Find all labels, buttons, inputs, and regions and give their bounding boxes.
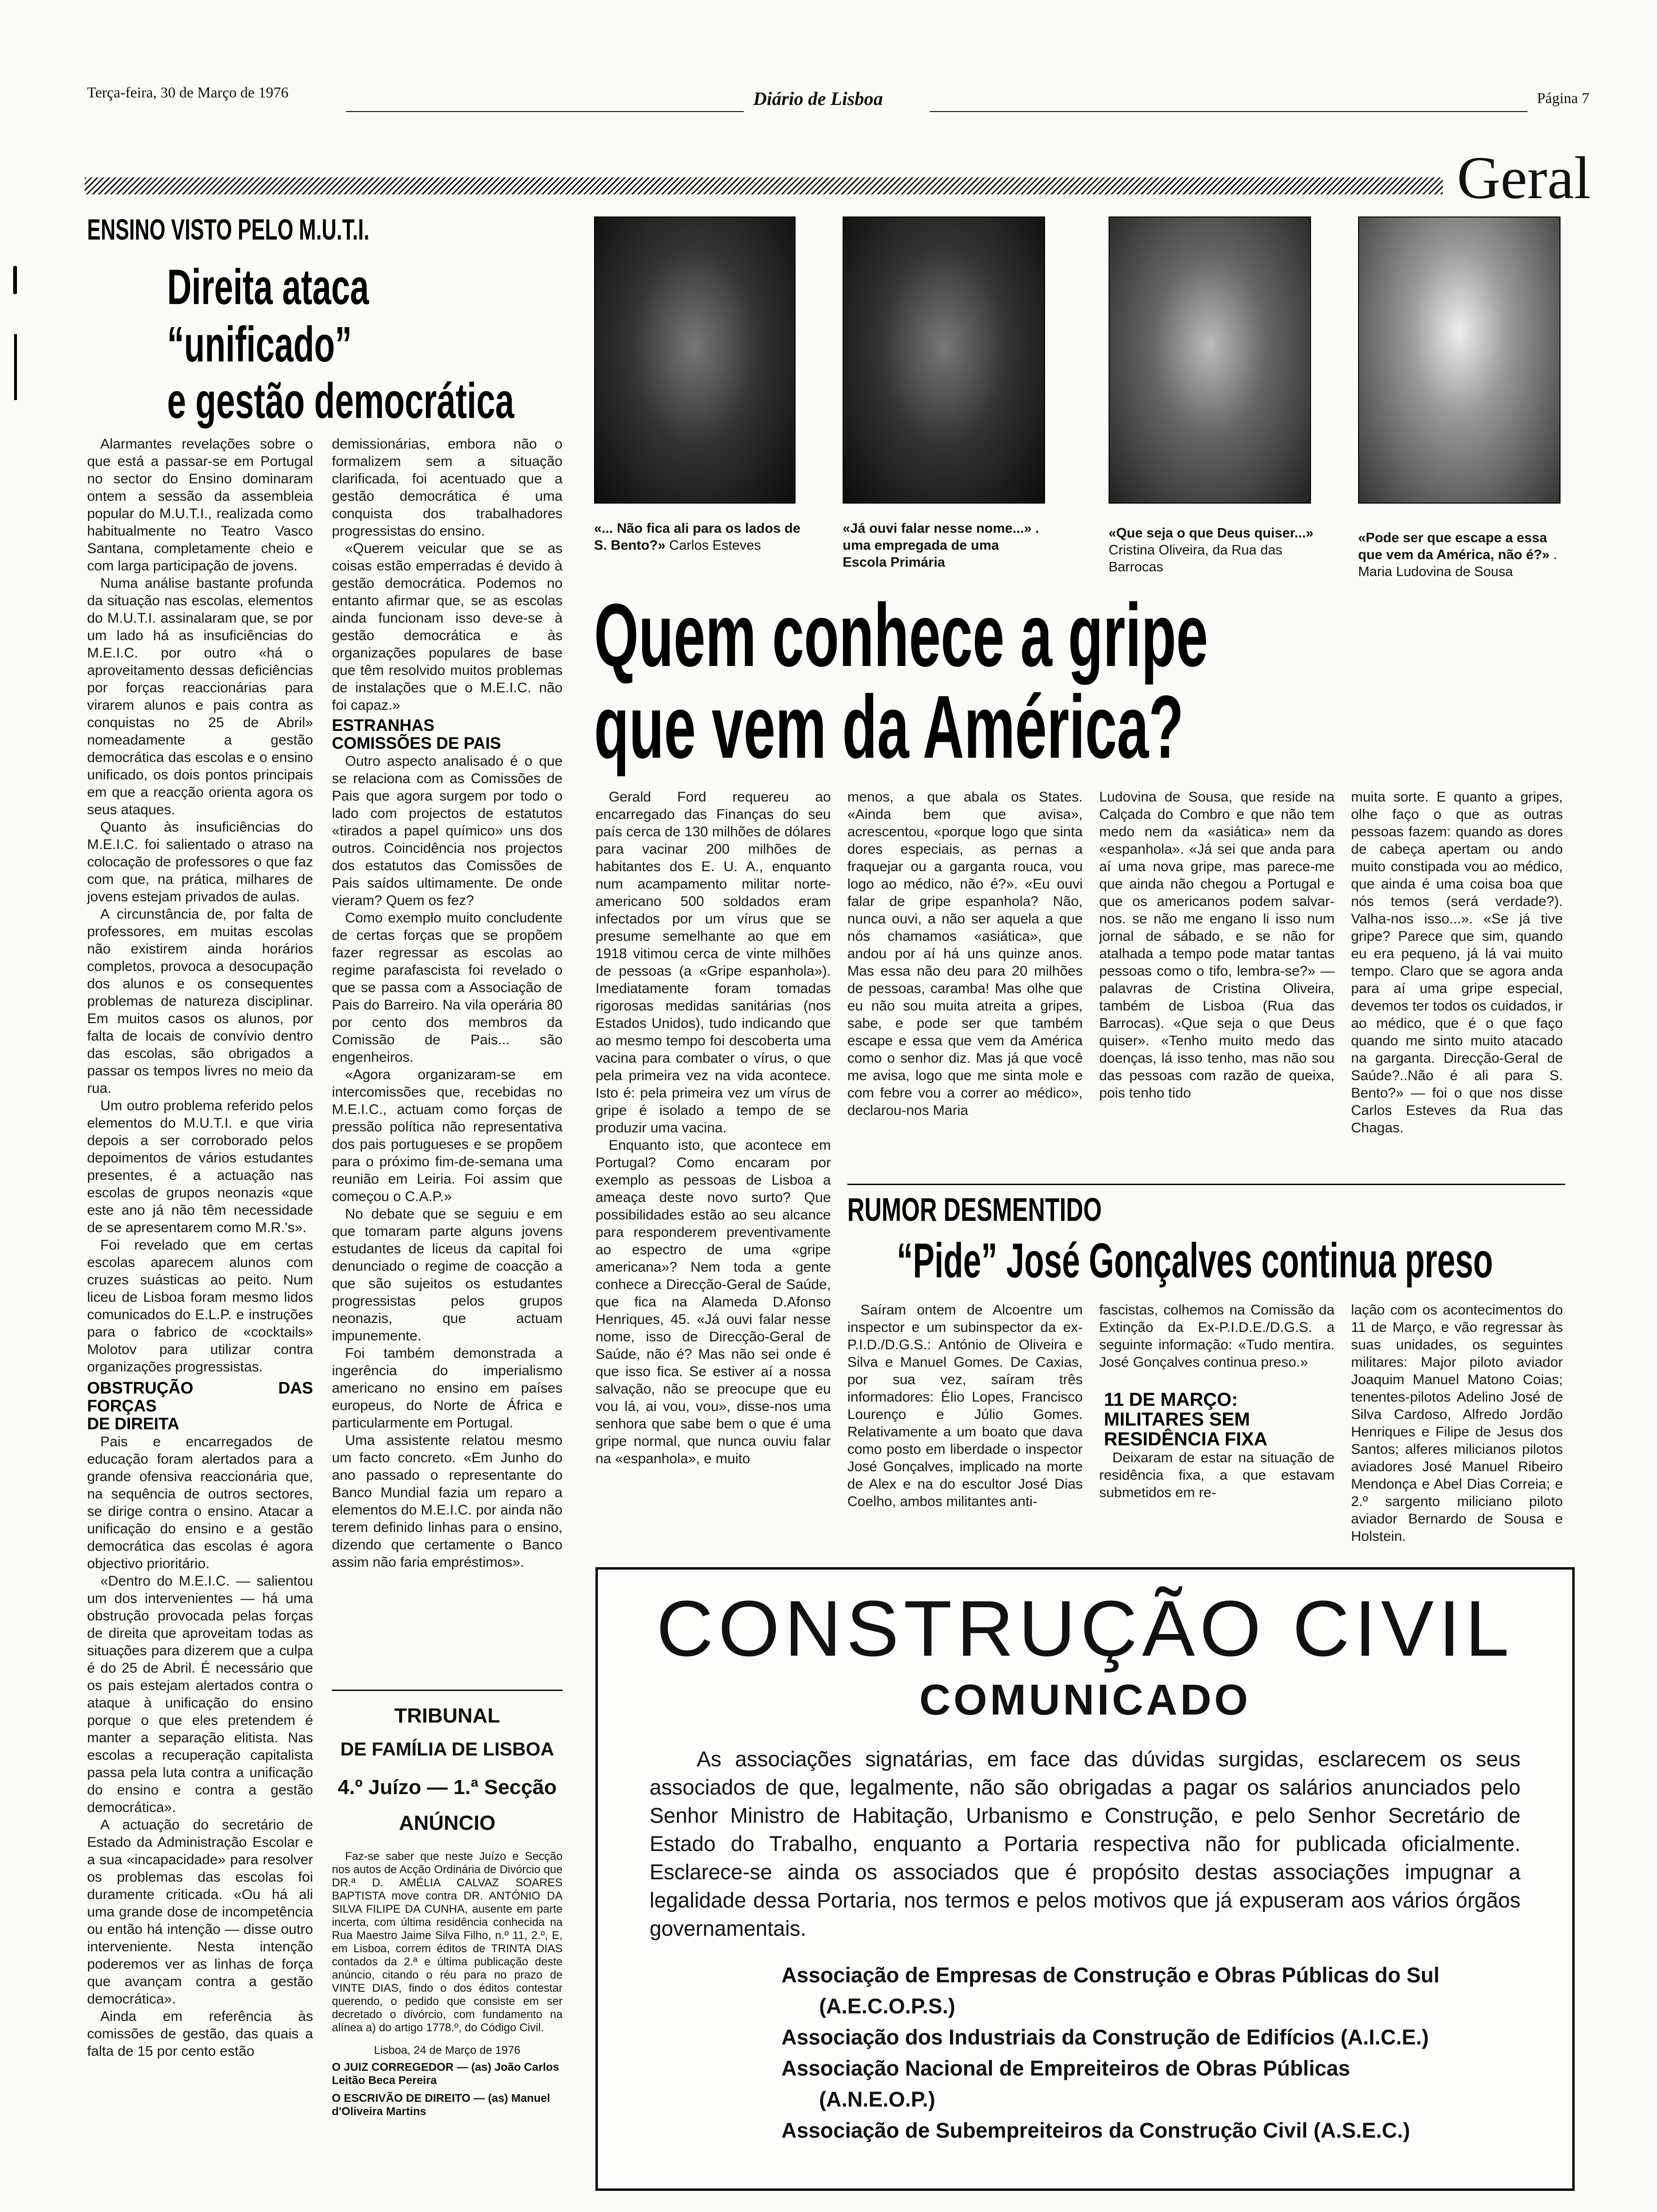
- subhead-word: DAS: [278, 1379, 313, 1397]
- section-hatch-band: [85, 177, 1443, 194]
- tribunal-top-rule: [332, 1690, 563, 1691]
- rumor-col-2: [1099, 1301, 1335, 1560]
- margin-mark: [14, 334, 17, 400]
- signature: Associação Nacional de Empreiteiros de Obras Públicas: [781, 2056, 1350, 2080]
- ensino-kicker: ENSINO VISTO PELO M.U.T.I.: [87, 214, 370, 246]
- ad-subtitle: COMUNICADO: [919, 1676, 1251, 1724]
- subhead-comissoes: [332, 717, 563, 753]
- rumor-top-rule: [847, 1184, 1565, 1185]
- signature: (A.N.E.O.P.): [819, 2087, 935, 2111]
- subhead-line: COMISSÕES DE PAIS: [332, 734, 501, 753]
- signature: Associação de Subempreiteiros da Construção Civil (A.S.E.C.): [781, 2118, 1410, 2142]
- masthead: Diário de Lisboa: [753, 88, 883, 109]
- paragraph: Saíram ontem de Alcoentre um inspector e um subinspector da ex-P.I.D./D.G.S.: António de Oliveira e Silva e Manuel Gomes. De Caxias, por sua vez, saíram três informadores: Élio Lopes, Francisco Lourenço e Júlio Gomes. Relativamente a um boato que dava como posto em liberdade o inspector José Gonçalves, implicado na morte de Alex e na do escultor José Dias Coelho, ambos militantes anti-: [847, 1302, 1083, 1509]
- paragraph: A circunstância de, por falta de professores, em muitas escolas não existirem ainda horários completos, provoca a desocupação dos alunos e os consequentes problemas de natureza disciplinar. Em muitos casos os alunos, por falta de locais de convívio dentro das escolas, são obrigados a passar os tempos livres no meio da rua.: [87, 906, 313, 1096]
- paragraph: Alarmantes revelações sobre o que está a passar-se em Portugal no sector do Ensino dominaram ontem a sessão da assembleia popular do M.U.T.I., realizada como habitualmente no Teatro Vasco Santana, completamente cheio e com larga participação de jovens.: [87, 436, 313, 574]
- margin-mark: [13, 266, 17, 294]
- paragraph: Uma assistente relatou mesmo um facto concreto. «Em Junho do ano passado o representante do Banco Mundial fazia um reparo a elementos do M.E.I.C. por ainda não terem definido linhas para o ensino, dizendo que certamente o Banco assim não faria empréstimos».: [332, 1433, 563, 1570]
- caption-name: Cristina Oliveira, da Rua das Barrocas: [1109, 543, 1283, 575]
- paragraph: Deixaram de estar na situação de residência fixa, a que estavam submetidos em re-: [1099, 1450, 1335, 1500]
- paragraph: No debate que se seguiu e em que tomaram parte alguns jovens estudantes de liceus da capital foi denunciado o regime de coacção a que são sujeitos os estudantes progressistas pelos grupos neonazis, que actuam impunemente.: [332, 1206, 563, 1344]
- rumor-col-1: [847, 1301, 1083, 1560]
- paragraph: A actuação do secretário de Estado da Administração Escolar e a sua «incapacidade» para resolver os problemas das escolas foi duramente criticada. «Ou há ali uma grande dose de incompetência ou então há intenção — disse outro interveniente. Nesta intenção poderemos ver as linhas de força que avançam contra a gestão democrática».: [87, 1817, 313, 2007]
- tribunal-judge: O JUIZ CORREGEDOR — (as) João Carlos Leitão Beca Pereira: [332, 2061, 559, 2087]
- paragraph: lação com os acontecimentos do 11 de Março, e vão regressar às suas unidades, os seguintes militares: Major piloto aviador Joaquim Manuel Matono Coias; tenentes-pilotos Adelino José de Silva Cardoso, Alfredo Jordão Henriques e Filipe de Jesus dos Santos; alferes milicianos pilotos aviadores José Manuel Ribeiro Mendonça e Abel Dias Correia; e 2.º sargento miliciano piloto aviador Bernardo de Sousa e Holstein.: [1351, 1302, 1563, 1544]
- photo-caption-4: [1358, 529, 1565, 580]
- subhead-militares: 11 DE MARÇO: MILITARES SEM RESIDÊNCIA FIXA: [1104, 1389, 1268, 1450]
- caption-name: Carlos Esteves: [669, 538, 761, 553]
- tribunal-box: [332, 1701, 563, 2196]
- subhead-word: OBSTRUÇÃO: [87, 1379, 193, 1397]
- subhead-line: ESTRANHAS: [332, 716, 434, 735]
- ad-body: As associações signatárias, em face das dúvidas surgidas, esclarecem os seus associados de que, legalmente, não são obrigadas a pagar os salários anunciados pelo Senhor Ministro de Habitação, Urbanismo e Construção, e pelo Senhor Secretário de Estado do Trabalho, enquanto a Portaria respectiva não for publicada oficialmente. Esclarece-se ainda os associados que é propósito destas associações impugnar a legalidade dessa Portaria, nos termos e pelos motivos que já expuseram aos vários órgãos governamentais.: [650, 1747, 1520, 1940]
- paragraph: «Querem veicular que se as coisas estão emperradas é devido à gestão democrática. Podemos no entanto afirmar que, se as escolas ainda funcionam isso deve-se à gestão democrática e às organizações populares de base que têm resolvido muitos problemas de instalações que o M.E.I.C. não foi capaz.»: [332, 541, 563, 713]
- paragraph: Como exemplo muito concludente de certas forças que se propõem fazer regressar as escolas ao regime parafascista foi revelado o que se passa com a Associação de Pais do Barreiro. Na vila operária 80 por cento dos membros da Comissão de Pais... são engenheiros.: [332, 910, 563, 1065]
- signature: Associação dos Industriais da Construção de Edifícios (A.I.C.E.): [781, 2025, 1429, 2049]
- ad-signatures: [781, 1960, 1544, 2146]
- photo-caption-3: [1109, 525, 1316, 576]
- gripe-headline-1: Quem conhece a gripe: [594, 585, 1208, 685]
- paragraph: Ainda em referência às comissões de gestão, das quais a falta de 15 por cento estão: [87, 2009, 313, 2059]
- signature: (A.E.C.O.P.S.): [819, 1994, 956, 2018]
- paragraph: menos, a que abala os States. «Ainda bem que avisa», acrescentou, «porque logo que sinta dores especiais, as pernas a fraquejar ou a garganta rouca, vou logo ao médico, não é?». «Eu ouvi falar de gripe espanhola? Não, nunca ouvi, a não ser aquela a que nós chamamos «asiática», que andou por aí há uns quinze anos. Mas essa não deu para 20 milhões de pessoas, caramba! Mas olhe que eu não sou muita atreita a gripes, sabe, e pode ser que também escape e essa que vem da América como o senhor diz. Mas já que você me avisa, logo que me sinta mole e com febre vou a correr ao médico», declarou-nos Maria: [847, 789, 1083, 1118]
- photo-maria-ludovina: [1358, 216, 1560, 504]
- rumor-col-3: [1351, 1301, 1563, 1560]
- ensino-col-2: [332, 435, 563, 1678]
- gripe-col-3: [1099, 788, 1335, 1174]
- paragraph: Outro aspecto analisado é o que se relaciona com as Comissões de Pais que agora surgem por todo o lado com projectos de estatutos «tirados a papel químico» uns dos outros. Coincidência nos projectos dos estatutos das Comissões de Pais saídos ultimamente. De onde vieram? Quem os fez?: [332, 753, 563, 908]
- subhead-line: FORÇAS: [87, 1397, 157, 1415]
- photo-empregada-escola: [843, 216, 1045, 504]
- paragraph: fascistas, colhemos na Comissão da Extinção da Ex-P.I.D.E./D.G.S. a seguinte informação: «Tudo mentira. José Gonçalves continua preso.»: [1099, 1302, 1335, 1370]
- gripe-headline-2: que vem da América?: [594, 677, 1184, 777]
- paragraph: Enquanto isto, que acontece em Portugal? Como encaram por exemplo as pessoas de Lisboa a ameaça deste novo surto? Que possibilidades estão ao seu alcance para responderem preventivamente ao espectro de uma «gripe americana»? Nem toda a gente conhece a Direcção-Geral de Saúde, que fica na Alameda D.Afonso Henriques, 45. «Já ouvi falar nesse nome, isso de Direcção-Geral de Saúde, não é? Mas não sei onde é que isso fica. Se estiver aí a nossa salvação, não se preocupe que eu vou lá, ai vou, vou», disse-nos uma senhora que sabe bem o que é uma gripe normal, que nunca ouviu falar na «espanhola», e muito: [595, 1138, 831, 1467]
- caption-name: . Maria Ludovina de Sousa: [1358, 547, 1557, 579]
- header-date: Terça-feira, 30 de Março de 1976: [87, 84, 289, 101]
- caption-quote: «Que seja o que Deus quiser...»: [1109, 526, 1314, 541]
- paragraph: Foi revelado que em certas escolas aparecem alunos com cruzes suásticas ao peito. Num liceu de Lisboa foram mesmo lidos comunicados do E.L.P. e instruções para o fabrico de «cocktails» Molotov para utilizar contra organizações progressistas.: [87, 1237, 313, 1375]
- ensino-col-1: [87, 435, 313, 2191]
- ensino-headline-1: Direita ataca: [167, 259, 369, 315]
- tribunal-title-1: TRIBUNAL: [394, 1704, 500, 1727]
- caption-quote: «Já ouvi falar nesse nome...»: [843, 521, 1032, 536]
- tribunal-title-3: 4.º Juízo — 1.ª Secção: [338, 1776, 557, 1799]
- paragraph: Ludovina de Sousa, que reside na Calçada do Combro e que não tem medo nem da «asiática» nem da «espanhola». «Já sei que anda para aí uma nova gripe, mas parece-me que ainda não chegou a Portugal e que os americanos podem salvar-nos. se não me engano li isso num jornal de sábado, e se não for atalhada a tempo pode matar tantas pessoas como o tifo, lembra-se?» — palavras de Cristina Oliveira, também de Lisboa (Rua das Barrocas). «Que seja o que Deus quiser». «Tenho muito medo das doenças, lá isso tenho, mas não sou das pessoas com razão de queixa, pois tenho tido: [1099, 789, 1335, 1101]
- signature: Associação de Empresas de Construção e Obras Públicas do Sul: [781, 1963, 1440, 1987]
- caption-quote: «... Não fica ali para os lados de S. Bento?»: [594, 521, 801, 553]
- header-rule-left: [346, 111, 744, 112]
- tribunal-clerk: O ESCRIVÃO DE DIREITO — (as) Manuel d'Oliveira Martins: [332, 2092, 550, 2118]
- paragraph: «Agora organizaram-se em intercomissões que, recebidas no M.E.I.C., actuam como forças de pressão política não representativa dos pais portugueses e se propõem para o próximo fim-de-semana uma reunião em Leiria. Foi assim que começou o C.A.P.»: [332, 1067, 563, 1204]
- tribunal-title-4: ANÚNCIO: [399, 1811, 496, 1835]
- ad-title: CONSTRUÇÃO CIVIL: [656, 1584, 1514, 1673]
- paragraph: Foi também demonstrada a ingerência do imperialismo americano no ensino em países europeus, do Norte de África e particularmente em Portugal.: [332, 1346, 563, 1431]
- paragraph: Numa análise bastante profunda da situação nas escolas, elementos do M.U.T.I. assinalaram que, se por um lado há as insuficiências do M.E.I.C. por outro «há o aproveitamento dessas deficiências por forças reaccionárias para virarem alunos e pais contra as conquistas no 25 de Abril» nomeadamente a gestão democrática das escolas e o ensino unificado, os dois pontos principais em que a reacção orienta agora os seus ataques.: [87, 576, 313, 817]
- paragraph: Gerald Ford requereu ao encarregado das Finanças do seu país cerca de 130 milhões de dólares para vacinar 200 milhões de habitantes dos E. U. A., enquanto num acampamento militar norte-americano 500 soldados eram infectados por um vírus que se presume semelhante ao que em 1918 vitimou cerca de vinte milhões de pessoas (a «Gripe espanhola»). Imediatamente foram tomadas rigorosas medidas sanitárias (nos Estados Unidos), tudo indicando que ao mesmo tempo foi descoberta uma vacina para combater o vírus, o que pela primeira vez na vida acontece. Isto é: pela primeira vez um vírus de gripe é isolado a tempo de se produzir uma vacina.: [595, 789, 831, 1136]
- photo-caption-1: [594, 520, 801, 554]
- paragraph: muita sorte. E quanto a gripes, olhe faço o que as outras pessoas fazem: quando as dores de cabeça apertam ou ando muito constipada vou ao médico, que ainda é uma coisa boa que nós temos (será verdade?). Valha-nos isso...». «Se já tive gripe? Parece que sim, quando eu era pequeno, já lá vai muito tempo. Claro que se agora anda para aí uma gripe especial, devemos ter todos os cuidados, ir ao médico, que é o que faço quando me sinto muito atacado na garganta. Direcção-Geral de Saúde?..Não é ali para S. Bento?» — foi o que nos disse Carlos Esteves da Rua das Chagas.: [1351, 789, 1563, 1136]
- photo-cristina-oliveira: [1109, 216, 1311, 504]
- paragraph: Um outro problema referido pelos elementos do M.U.T.I. e que viria depois a ser corroborado pelos depoimentos de vários estudantes presentes, é a actuação nas escolas de grupos neonazis «que este ano já não têm necessidade de se apresentarem como M.R.'s».: [87, 1098, 313, 1235]
- rumor-kicker: RUMOR DESMENTIDO: [847, 1191, 1102, 1228]
- ensino-headline-2: “unificado”: [167, 317, 352, 372]
- caption-quote: «Pode ser que escape a essa que vem da América, não é?»: [1358, 530, 1550, 562]
- gripe-col-2: [847, 788, 1083, 1174]
- photo-caption-2: [843, 520, 1045, 571]
- rumor-headline: “Pide” José Gonçalves continua preso: [897, 1234, 1493, 1288]
- subhead-obstrucao: [87, 1379, 313, 1433]
- paragraph: «Dentro do M.E.I.C. — salientou um dos intervenientes — há uma obstrução provocada pelas forças de direita que aproveitam todas as situações para dizerem que a culpa é do 25 de Abril. É necessário que os pais estejam alertados contra o ataque à unificação do ensino porque o que eles pretendem é manter a separação elitista. Nas escolas a recuperação capitalista passa pela luta contra a unificação do ensino e contra a gestão democrática».: [87, 1573, 313, 1815]
- paragraph: Quanto às insuficiências do M.E.I.C. foi salientado o atraso na colocação de professores o que faz com que, na prática, milhares de jovens estejam privados de aulas.: [87, 819, 313, 905]
- photo-carlos-esteves: [594, 216, 796, 504]
- paragraph: demissionárias, embora não o formalizem sem a situação clarificada, foi acentuado que a gestão democrática é uma conquista dos trabalhadores progressistas do ensino.: [332, 436, 563, 539]
- construcao-civil-ad: [595, 1567, 1575, 2191]
- gripe-col-4: [1351, 788, 1563, 1174]
- subhead-line: DE DIREITA: [87, 1415, 179, 1433]
- section-title: Geral: [1457, 144, 1591, 211]
- paragraph: Pais e encarregados de educação foram alertados para a grande ofensiva reaccionária que, na sequência de outros sectores, se dirige contra o ensino. Atacar a unificação do ensino e a gestão democrática das escolas é agora objectivo prioritário.: [87, 1434, 313, 1571]
- ensino-headline-3: e gestão democrática: [167, 373, 515, 429]
- gripe-col-1: [595, 788, 831, 1560]
- tribunal-date: Lisboa, 24 de Março de 1976: [374, 2044, 521, 2057]
- page-number: Página 7: [1537, 89, 1590, 106]
- tribunal-title-2: DE FAMÍLIA DE LISBOA: [340, 1739, 555, 1760]
- tribunal-body: Faz-se saber que neste Juízo e Secção nos autos de Acção Ordinária de Divórcio que DR.ª D. AMÉLIA CALVAZ SOARES BAPTISTA move contra DR. ANTÓNIO DA SILVA FILIPE DA CUNHA, ausente em parte incerta, com última residência conhecida na Rua Maestro Jaime Silva Filho, n.º 11, 2.º, E, em Lisboa, correm éditos de TRINTA DIAS contados da 2.ª e última publicação deste anúncio, citando o réu para no prazo de VINTE DIAS, findo o dos éditos contestar querendo, o pedido que consiste em ser decretado o divórcio, com fundamento na alínea a) do artigo 1778.º, do Código Civil.: [332, 1850, 563, 2034]
- header-rule-right: [930, 111, 1528, 112]
- caption-name: . uma empregada de uma Escola Primária: [843, 521, 1039, 570]
